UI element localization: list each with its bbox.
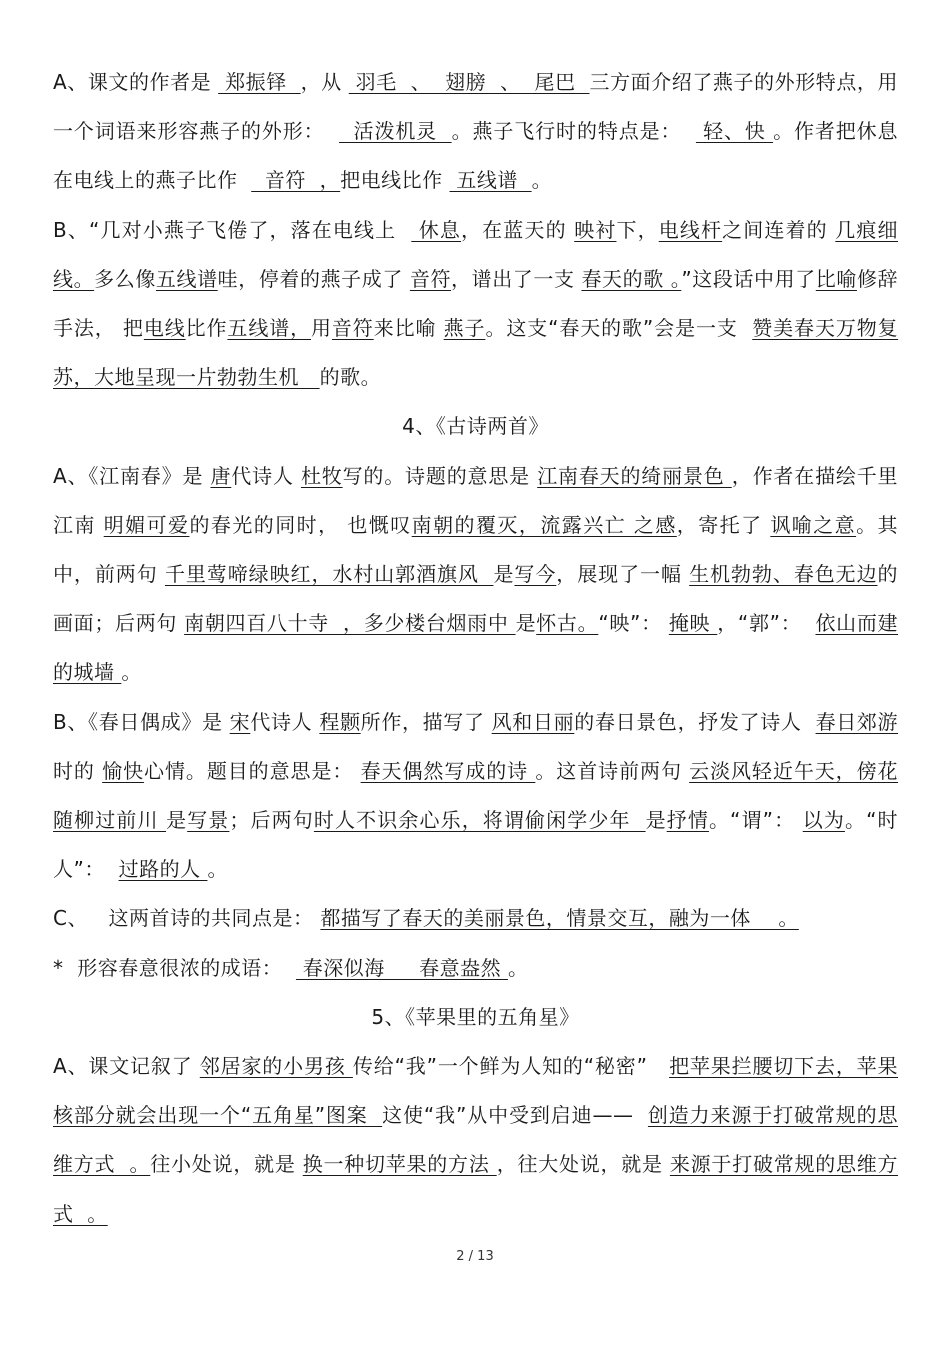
answer-blank: 羽毛 、 翅膀 、 尾巴 (348, 70, 590, 94)
answer-blank: 换一种切苹果的方法 (302, 1152, 497, 1177)
text-run: 往小处说，就是 (150, 1152, 303, 1177)
paragraph (53, 944, 898, 993)
text-run: ，寄托了 (676, 512, 771, 537)
text-run: 。 (531, 168, 553, 193)
answer-blank: 五线谱， (227, 316, 311, 341)
text-run: 时的 (53, 758, 103, 783)
section-heading: 4、《古诗两首》 (402, 414, 549, 439)
text-run: 是 (493, 562, 515, 587)
answer-blank: 音符 (409, 266, 452, 291)
text-run: 的春光的同时， 也慨叹 (189, 512, 412, 537)
text-run: 把电线比作 (340, 168, 450, 193)
text-run: 。这首诗前两句 (535, 758, 690, 783)
text-run: ，作者在描绘千里江南 (53, 463, 899, 537)
text-run: 用 (311, 316, 332, 341)
answer-blank: 过路的人 (118, 857, 208, 882)
paragraph (53, 894, 898, 943)
answer-blank: 讽喻之意 (770, 512, 857, 537)
text-run: 是 (166, 808, 188, 833)
text-run: 。这支“春天的歌”会是一支 (485, 316, 753, 341)
answer-blank: 杜牧 (300, 463, 343, 488)
answer-blank: 江南春天的绮丽景色 (537, 463, 732, 488)
text-run: 写的。诗题的意思是 (342, 463, 538, 488)
answer-blank: 怀古。 (536, 611, 599, 636)
answer-blank: 程颢 (319, 709, 361, 734)
answer-blank: 燕子 (443, 316, 486, 341)
paragraph (53, 206, 898, 403)
text-run: 是 (515, 611, 537, 636)
answer-blank: 五线谱 (155, 266, 218, 291)
answer-blank: 写景 (187, 808, 230, 833)
answer-blank: 依山而建的城墙 (53, 611, 899, 685)
text-run: ，“郭”： (717, 611, 816, 636)
answer-blank: 春日郊游 (815, 709, 899, 734)
text-run: 比作 (185, 316, 228, 341)
answer-blank: 春天的歌 。 (581, 266, 682, 291)
text-run: A、课文的作者是 (53, 70, 219, 94)
text-run: A、课文记叙了 (53, 1054, 200, 1079)
text-run: C、 这两首诗的共同点是： (53, 906, 321, 931)
answer-blank: 音符 (331, 316, 374, 341)
answer-blank: 电线杆 (658, 217, 723, 242)
text-run: B、“几对小燕子飞倦了，落在电线上 (53, 217, 412, 242)
text-run: 三方面介绍了燕子的外形特点，用一个词语来形容燕子的外形： (53, 70, 898, 144)
answer-blank: 映衬 (574, 217, 617, 242)
answer-blank: 掩映 (668, 611, 718, 636)
answer-blank: 写今 (514, 562, 557, 587)
text-run: 。作者把休息在电线上的燕子比作 (53, 119, 899, 193)
answer-blank: 云淡风轻近午天，傍花随柳过前川 (53, 758, 899, 833)
text-run: 的歌。 (319, 365, 382, 390)
paragraph (53, 1042, 898, 1239)
text-run: 是 (645, 808, 667, 833)
text-run: 修辞手法， 把 (53, 266, 899, 341)
text-run: ，在蓝天的 (461, 217, 575, 242)
answer-blank: 春深似海 春意盎然 (295, 955, 508, 980)
text-run: 的春日景色，抒发了诗人 (574, 709, 816, 734)
text-run: 的画面；后两句 (53, 562, 899, 636)
answer-blank: 都描写了春天的美丽景色，情景交互，融为一体 。 (320, 906, 799, 931)
text-run: “映”： (598, 611, 669, 636)
answer-blank: 来源于打破常规的思维方式 。 (53, 1152, 899, 1226)
answer-blank: 活泼机灵 (339, 119, 452, 144)
page-number: 2 / 13 (456, 1249, 494, 1264)
answer-blank: 愉快 (102, 758, 145, 783)
text-run: 传给“我”一个鲜为人知的“秘密” (352, 1054, 670, 1079)
text-run: 。 (207, 857, 228, 882)
answer-blank: 把苹果拦腰切下去，苹果核部分就会出现一个“五角星”图案 (53, 1054, 899, 1128)
answer-blank: 比喻 (815, 266, 857, 291)
answer-blank: 五线谱 (449, 168, 532, 193)
text-run: 。其中，前两句 (53, 512, 899, 587)
text-run: ，从 (300, 70, 349, 94)
answer-blank: 抒情 (666, 808, 709, 833)
text-run: 。燕子飞行时的特点是： (451, 119, 696, 144)
answer-blank: 创造力来源于打破常规的思维方式 。 (53, 1103, 899, 1177)
document-body (53, 58, 898, 1239)
text-run: 。“谓”： (708, 808, 803, 833)
text-run: 这使“我”从中受到启迪—— (382, 1103, 648, 1128)
answer-blank: 赞美春天万物复苏，大地呈现一片勃勃生机 (53, 316, 899, 390)
answer-blank: 南朝四百八十寺 ，多少楼台烟雨中 (184, 611, 516, 636)
section-heading: 5、《苹果里的五角星》 (371, 1004, 580, 1029)
paragraph (53, 452, 898, 698)
answer-blank: 风和日丽 (491, 709, 575, 734)
text-run: 。 (121, 660, 142, 685)
text-run: ，谱出了一支 (451, 266, 582, 291)
paragraph (53, 58, 898, 206)
answer-blank: 明媚可爱 (103, 512, 190, 537)
paragraph (53, 698, 898, 895)
text-run: 。“时人”： (53, 808, 899, 882)
answer-blank: 休息 (411, 217, 462, 242)
text-run: B、《春日偶成》是 (53, 709, 230, 734)
text-run: 多么像 (94, 266, 156, 291)
text-run: 代诗人 (231, 463, 301, 488)
text-run: ；后两句 (229, 808, 314, 833)
text-run: ，往大处说，就是 (496, 1152, 670, 1177)
answer-blank: 时人不识余心乐，将谓偷闲学少年 (313, 808, 646, 833)
answer-blank: 几痕细线。 (53, 217, 899, 291)
text-run: A、《江南春》是 (53, 463, 211, 488)
text-run: 之间连着的 (722, 217, 836, 242)
answer-blank: 音符 ， (251, 168, 341, 193)
text-run: 。 (507, 955, 529, 980)
text-run: 心情。题目的意思是： (144, 758, 361, 783)
answer-blank: 唐 (210, 463, 232, 488)
text-run: 哇，停着的燕子成了 (217, 266, 410, 291)
text-run: * 形容春意很浓的成语： (53, 955, 296, 980)
answer-blank: 南朝的覆灭，流露兴亡 之感 (411, 512, 677, 537)
answer-blank: 宋 (229, 709, 251, 734)
text-run: 所作，描写了 (360, 709, 492, 734)
text-run: ，展现了一幅 (556, 562, 690, 587)
answer-blank: 春天偶然写成的诗 (360, 758, 536, 783)
answer-blank: 以为 (802, 808, 845, 833)
text-run: ”这段话中用了 (681, 266, 816, 291)
answer-blank: 轻、快 (695, 119, 774, 144)
answer-blank: 生机勃勃、春色无边 (689, 562, 878, 587)
text-run: 来比喻 (373, 316, 444, 341)
text-run: 下， (616, 217, 659, 242)
answer-blank: 郑振铎 (218, 70, 301, 94)
answer-blank: 千里莺啼绿映红，水村山郭酒旗风 (164, 562, 494, 587)
answer-blank: 邻居家的小男孩 (199, 1054, 353, 1079)
text-run: 代诗人 (250, 709, 320, 734)
answer-blank: 电线 (143, 316, 186, 341)
